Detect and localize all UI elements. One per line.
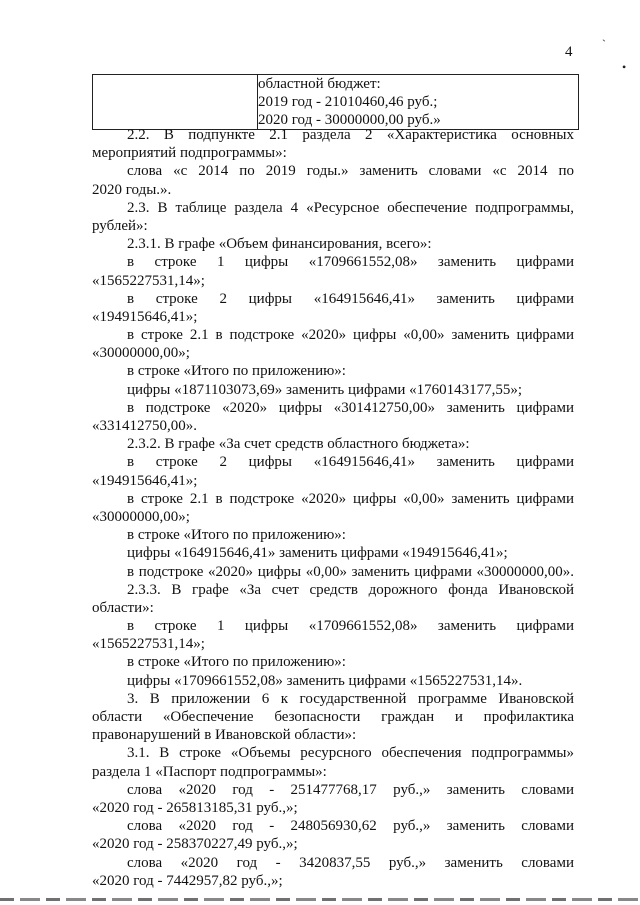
page-number: 4 [565, 44, 573, 60]
text-line: в подстроке «2020» цифры «301412750,00» заменить цифрами [127, 399, 574, 416]
text-line: 2020 годы.». [92, 181, 172, 198]
text-line: 2.3.2. В графе «За счет средств областного бюджета»: [127, 436, 470, 453]
text-line: в строке 2.1 в подстроке «2020» цифры «0,00» заменить цифрами [127, 327, 574, 344]
table-cell-empty [93, 75, 258, 130]
text-line: «2020 год - 265813185,31 руб.,»; [92, 799, 298, 816]
text-line: 2.3.1. В графе «Объем финансирования, всего»: [127, 236, 432, 253]
text-line: в подстроке «2020» цифры «0,00» заменить цифрами «30000000,00». [127, 563, 574, 580]
table-line: областной бюджет: [258, 76, 381, 92]
text-line: в строке «Итого по приложению»: [127, 527, 346, 544]
text-line: области «Обеспечение безопасности граждан и профилактика [92, 709, 574, 725]
text-line: в строке «Итого по приложению»: [127, 363, 346, 380]
text-line: «194915646,41»; [92, 472, 198, 489]
text-line: «30000000,00»; [92, 345, 190, 362]
table-cell-budget [258, 75, 579, 130]
text-line: цифры «1871103073,69» заменить цифрами «1760143177,55»; [127, 381, 523, 398]
table-row [93, 75, 579, 130]
text-line: в строке 2 цифры «164915646,41» заменить цифрами [127, 454, 574, 471]
text-line: 3. В приложении 6 к государственной программе Ивановской [127, 690, 574, 707]
table-line: 2020 год - 30000000,00 руб.» [258, 112, 441, 128]
text-line: 2.3. В таблице раздела 4 «Ресурсное обеспечение подпрограммы, [127, 199, 574, 216]
text-line: правонарушений в Ивановской области»: [92, 727, 357, 744]
text-line: рублей»: [92, 217, 148, 234]
text-line: в строке 2.1 в подстроке «2020» цифры «0,00» заменить цифрами [127, 490, 574, 507]
document-body [92, 126, 574, 890]
text-line: «2020 год - 7442957,82 руб.,»; [92, 872, 283, 889]
text-line: мероприятий подпрограммы»: [92, 145, 287, 162]
text-line: 2.2. В подпункте 2.1 раздела 2 «Характеристика основных [127, 127, 574, 143]
text-line: области»: [92, 599, 154, 616]
scan-mark: ˎ [602, 28, 606, 42]
text-line: в строке 2 цифры «164915646,41» заменить цифрами [127, 290, 574, 307]
text-line: цифры «164915646,41» заменить цифрами «194915646,41»; [127, 545, 508, 562]
text-line: слова «с 2014 по 2019 годы.» заменить словами «с 2014 по [127, 163, 574, 180]
text-line: слова «2020 год - 248056930,62 руб.,» заменить словами [127, 818, 574, 835]
text-line: в строке 1 цифры «1709661552,08» заменить цифрами [127, 618, 574, 635]
text-line: 2.3.3. В графе «За счет средств дорожного фонда Ивановской [127, 581, 574, 598]
text-line: раздела 1 «Паспорт подпрограммы»: [92, 763, 327, 780]
text-line: «331412750,00». [92, 418, 197, 434]
text-line: «194915646,41»; [92, 308, 198, 325]
scan-mark: • [622, 60, 627, 74]
text-line: в строке «Итого по приложению»: [127, 654, 346, 671]
scan-edge-artifact [0, 898, 640, 901]
text-line: слова «2020 год - 251477768,17 руб.,» заменить словами [127, 781, 574, 798]
text-line: 3.1. В строке «Объемы ресурсного обеспечения подпрограммы» [127, 745, 574, 762]
table-line: 2019 год - 21010460,46 руб.; [258, 94, 438, 110]
text-line: «30000000,00»; [92, 508, 190, 525]
text-line: слова «2020 год - 3420837,55 руб.,» заменить словами [127, 854, 574, 871]
text-line: цифры «1709661552,08» заменить цифрами «1565227531,14». [127, 672, 523, 689]
text-line: в строке 1 цифры «1709661552,08» заменить цифрами [127, 254, 574, 271]
budget-table [92, 74, 579, 130]
text-line: «1565227531,14»; [92, 636, 205, 653]
text-line: «1565227531,14»; [92, 272, 205, 289]
text-line: «2020 год - 258370227,49 руб.,»; [92, 836, 298, 853]
